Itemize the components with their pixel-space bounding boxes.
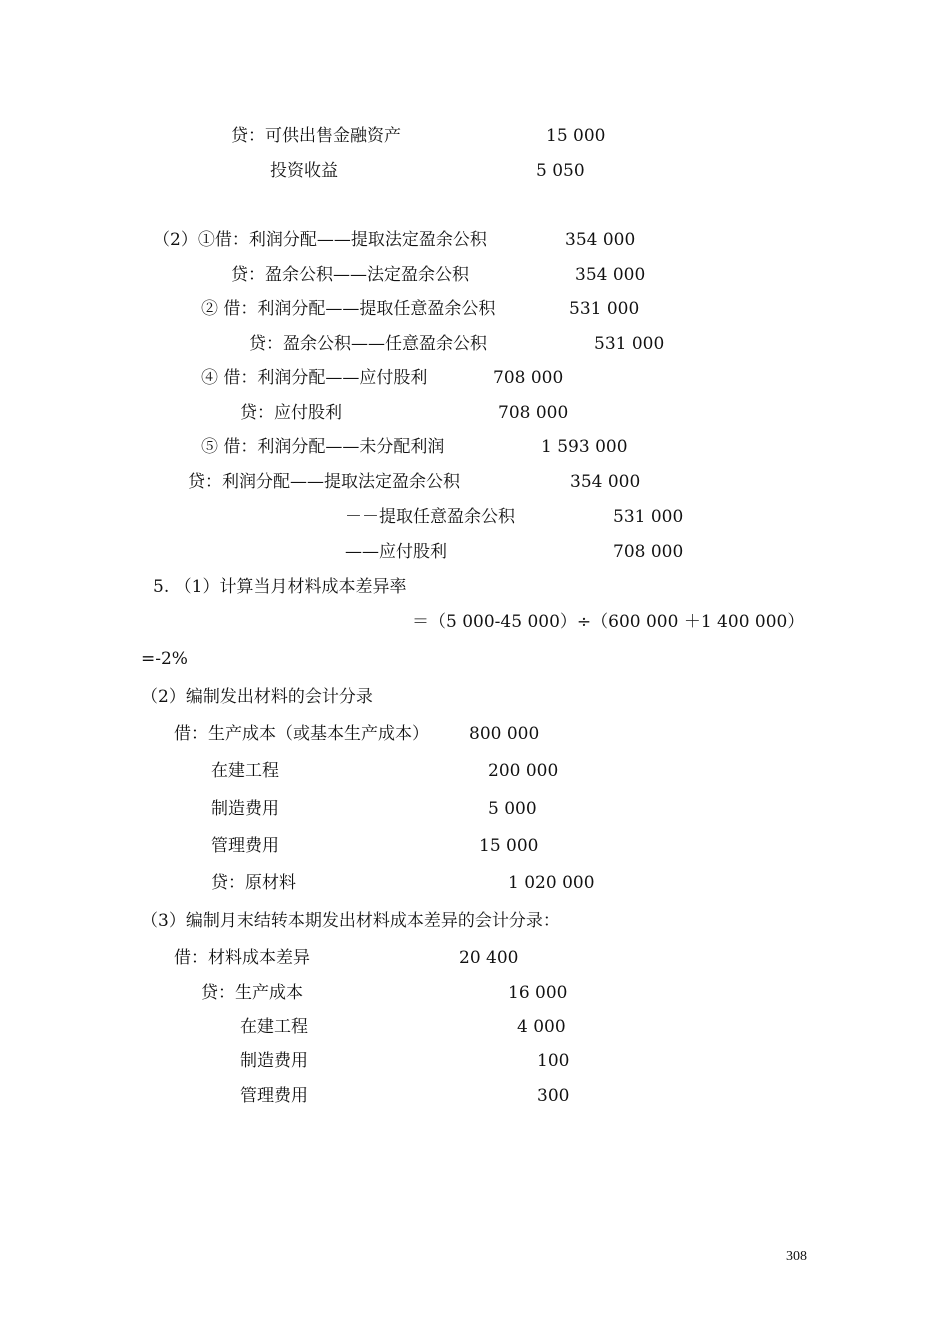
entry-amount: 531 000	[613, 507, 684, 527]
formula-result: =-2%	[141, 649, 188, 669]
entry-label: 制造费用	[240, 1051, 308, 1071]
entry-amount: 800 000	[469, 724, 540, 744]
entry-label: 贷：利润分配——提取法定盈余公积	[188, 472, 460, 492]
section-heading: （3）编制月末结转本期发出材料成本差异的会计分录：	[141, 911, 560, 931]
entry-label: 管理费用	[211, 836, 279, 856]
entry-amount: 708 000	[613, 542, 684, 562]
entry-amount: 20 400	[459, 948, 519, 968]
entry-amount: 300	[537, 1086, 570, 1106]
entry-label: ④ 借：利润分配——应付股利	[201, 368, 428, 388]
entry-label: 贷：盈余公积——法定盈余公积	[231, 265, 469, 285]
entry-amount: 200 000	[488, 761, 559, 781]
page-number: 308	[786, 1249, 807, 1264]
entry-amount: 708 000	[493, 368, 564, 388]
entry-amount: 354 000	[570, 472, 641, 492]
section-heading: 5. （1）计算当月材料成本差异率	[153, 577, 407, 597]
entry-amount: 708 000	[498, 403, 569, 423]
entry-label: 在建工程	[240, 1017, 308, 1037]
entry-amount: 16 000	[508, 983, 568, 1003]
entry-label: －－提取任意盈余公积	[345, 507, 515, 527]
entry-label: 贷：生产成本	[201, 983, 303, 1003]
entry-amount: 4 000	[517, 1017, 566, 1037]
entry-label: （2）①借：利润分配——提取法定盈余公积	[153, 230, 487, 250]
entry-amount: 1 020 000	[508, 873, 595, 893]
entry-label: 贷：盈余公积——任意盈余公积	[249, 334, 487, 354]
entry-label: ——应付股利	[345, 542, 447, 562]
entry-label: 贷：原材料	[211, 873, 296, 893]
entry-amount: 531 000	[569, 299, 640, 319]
formula: ＝（5 000-45 000）÷（600 000 ＋1 400 000）	[412, 612, 805, 632]
entry-amount: 354 000	[575, 265, 646, 285]
entry-amount: 5 000	[488, 799, 537, 819]
entry-amount: 531 000	[594, 334, 665, 354]
entry-label: 贷：应付股利	[240, 403, 342, 423]
entry-label: 制造费用	[211, 799, 279, 819]
entry-amount: 5 050	[536, 161, 585, 181]
entry-label: ⑤ 借：利润分配——未分配利润	[201, 437, 445, 457]
entry-label: 投资收益	[270, 161, 338, 181]
entry-label: 在建工程	[211, 761, 279, 781]
entry-amount: 15 000	[479, 836, 539, 856]
entry-amount: 100	[537, 1051, 570, 1071]
entry-label: 管理费用	[240, 1086, 308, 1106]
section-heading: （2）编制发出材料的会计分录	[141, 687, 373, 707]
entry-amount: 1 593 000	[541, 437, 628, 457]
entry-label: ② 借：利润分配——提取任意盈余公积	[201, 299, 496, 319]
entry-label: 贷：可供出售金融资产	[231, 126, 401, 146]
entry-label: 借：生产成本（或基本生产成本）	[174, 724, 429, 744]
entry-label: 借：材料成本差异	[174, 948, 310, 968]
entry-amount: 354 000	[565, 230, 636, 250]
entry-amount: 15 000	[546, 126, 606, 146]
